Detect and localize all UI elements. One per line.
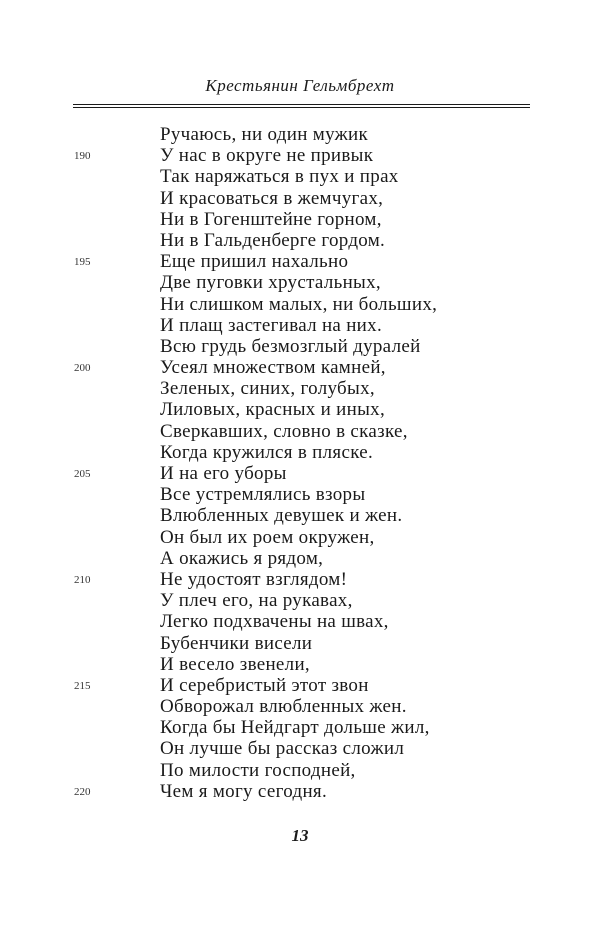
line-text: Когда бы Нейдгарт дольше жил, <box>160 717 430 739</box>
poem-line <box>0 315 600 336</box>
line-text: Так наряжаться в пух и прах <box>160 166 399 188</box>
poem-line <box>0 421 600 442</box>
poem-line <box>0 505 600 526</box>
poem-body <box>0 124 600 802</box>
poem-line <box>0 166 600 187</box>
poem-line <box>0 188 600 209</box>
poem-line <box>0 611 600 632</box>
line-text: Он был их роем окружен, <box>160 526 375 548</box>
poem-line <box>0 760 600 781</box>
line-text: Усеял множеством камней, <box>160 357 386 379</box>
line-text: И красоваться в жемчугах, <box>160 187 384 209</box>
poem-line <box>0 336 600 357</box>
header-rule <box>73 104 530 108</box>
line-text: И серебристый этот звон <box>160 674 369 696</box>
line-text: Не удостоят взглядом! <box>160 568 348 590</box>
poem-line <box>0 548 600 569</box>
running-title: Крестьянин Гельмбрехт <box>205 76 395 95</box>
page-number: 13 <box>291 826 309 845</box>
line-text: Ни слишком малых, ни больших, <box>160 293 438 315</box>
poem-line <box>0 463 600 484</box>
line-text: Сверкавших, словно в сказке, <box>160 420 408 442</box>
line-text: Зеленых, синих, голубых, <box>160 378 375 400</box>
line-text: Бубенчики висели <box>160 632 313 654</box>
poem-line <box>0 654 600 675</box>
line-text: У нас в округе не привык <box>160 145 374 167</box>
poem-line <box>0 738 600 759</box>
line-text: По милости господней, <box>160 759 356 781</box>
line-number: 195 <box>74 256 91 269</box>
poem-line <box>0 569 600 590</box>
poem-line <box>0 272 600 293</box>
line-text: Все устремлялись взоры <box>160 484 366 506</box>
line-number: 190 <box>74 150 91 163</box>
line-text: Ни в Гогенштейне горном, <box>160 208 382 230</box>
line-text: Чем я могу сегодня. <box>160 780 328 802</box>
poem-line <box>0 633 600 654</box>
poem-line <box>0 590 600 611</box>
poem-line <box>0 209 600 230</box>
line-text: Влюбленных девушек и жен. <box>160 505 403 527</box>
line-text: Ни в Гальденберге гордом. <box>160 229 386 251</box>
poem-line <box>0 294 600 315</box>
line-text: Лиловых, красных и иных, <box>160 399 386 421</box>
line-text: И на его уборы <box>160 463 287 484</box>
line-number: 220 <box>74 785 91 798</box>
poem-line <box>0 527 600 548</box>
line-text: Две пуговки хрустальных, <box>160 272 381 294</box>
poem-line <box>0 357 600 378</box>
line-text: Еще пришил нахально <box>160 251 349 273</box>
poem-line <box>0 781 600 802</box>
line-text: И весело звенели, <box>160 653 310 675</box>
poem-line <box>0 230 600 251</box>
poem-line <box>0 442 600 463</box>
line-text: Всю грудь безмозглый дуралей <box>160 335 421 357</box>
line-text: У плеч его, на рукавах, <box>160 590 353 612</box>
poem-line <box>0 696 600 717</box>
poem-line <box>0 251 600 272</box>
poem-line <box>0 124 600 145</box>
line-number: 210 <box>74 573 91 586</box>
poem-line <box>0 484 600 505</box>
line-text: Обворожал влюбленных жен. <box>160 696 407 718</box>
line-text: Когда кружился в пляске. <box>160 441 374 463</box>
line-text: Он лучше бы рассказ сложил <box>160 738 405 760</box>
poem-line <box>0 675 600 696</box>
line-number: 200 <box>74 362 91 375</box>
line-text: Легко подхвачены на швах, <box>160 611 389 633</box>
poem-line <box>0 378 600 399</box>
line-number: 205 <box>74 468 91 480</box>
line-text: Ручаюсь, ни один мужик <box>160 124 369 145</box>
poem-line <box>0 399 600 420</box>
poem-line <box>0 717 600 738</box>
line-number: 215 <box>74 679 91 692</box>
poem-line <box>0 145 600 166</box>
line-text: И плащ застегивал на них. <box>160 314 382 336</box>
line-text: А окажись я рядом, <box>160 547 324 569</box>
